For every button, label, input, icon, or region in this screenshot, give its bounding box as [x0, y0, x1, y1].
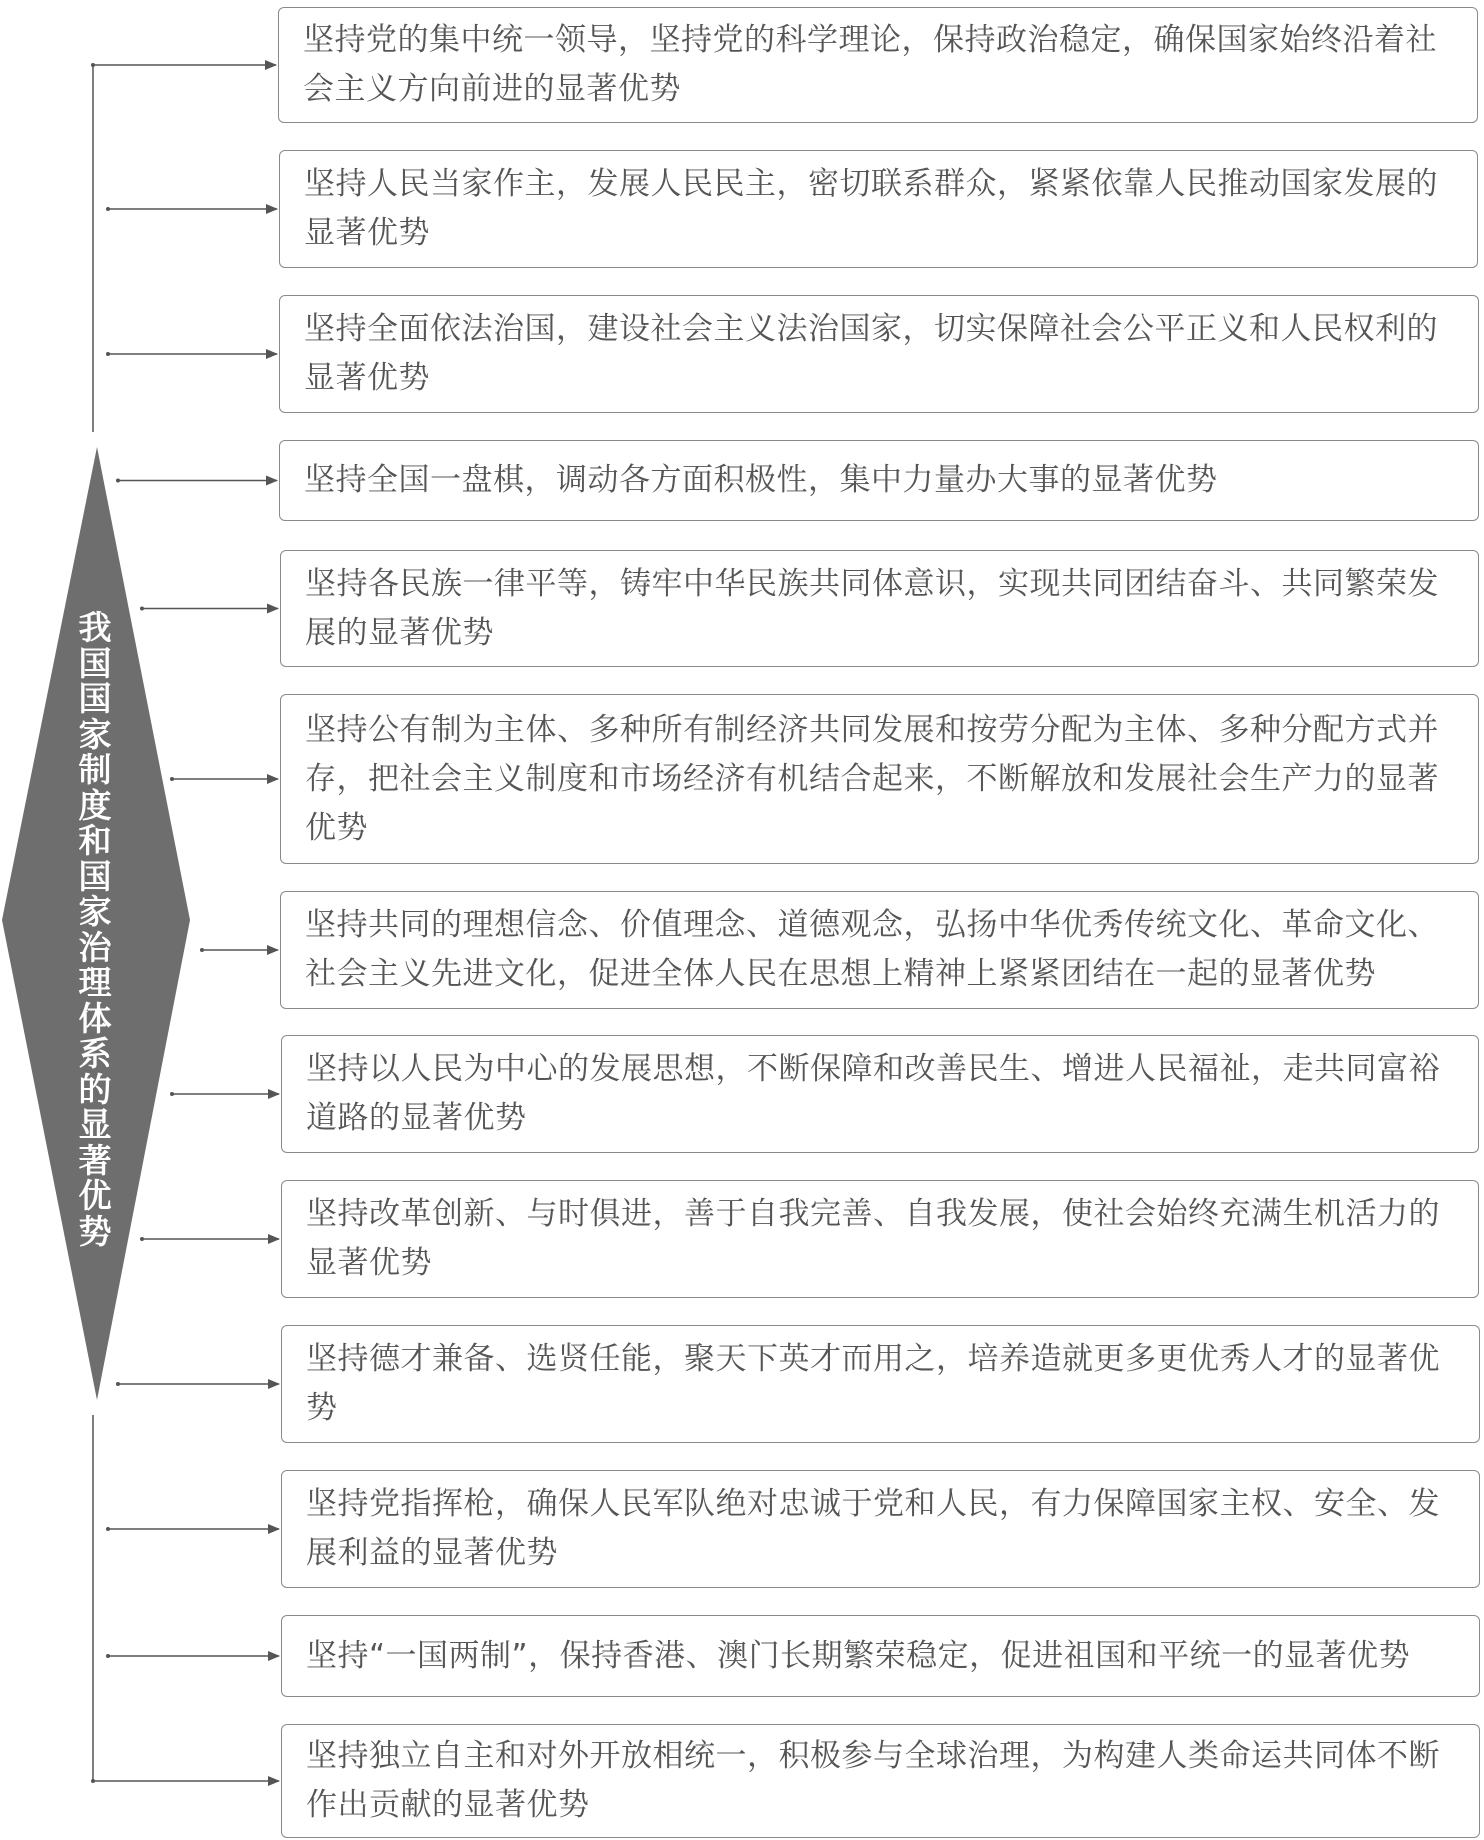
connector-dot	[116, 1382, 120, 1386]
advantage-box	[281, 1615, 1480, 1697]
advantage-text: 坚持德才兼备、选贤任能，聚天下英才而用之，培养造就更多更优秀人才的显著优势	[306, 1341, 1440, 1426]
advantage-box	[279, 440, 1479, 521]
connector-dot	[140, 1237, 144, 1241]
advantage-box	[281, 1724, 1480, 1838]
advantage-text: 坚持改革创新、与时俱进，善于自我完善、自我发展，使社会始终充满生机活力的显著优势	[306, 1196, 1440, 1281]
advantage-text: 坚持共同的理想信念、价值理念、道德观念，弘扬中华优秀传统文化、革命文化、社会主义先进文化，促进全体人民在思想上精神上紧紧团结在一起的显著优势	[305, 907, 1439, 992]
advantage-text: 坚持各民族一律平等，铸牢中华民族共同体意识，实现共同团结奋斗、共同繁荣发展的显著优势	[305, 565, 1439, 651]
advantage-text: 坚持“一国两制”，保持香港、澳门长期繁荣稳定，促进祖国和平统一的显著优势	[306, 1637, 1411, 1674]
advantage-box	[281, 1470, 1480, 1588]
connector-dot	[170, 1092, 174, 1096]
connector-dot	[106, 1654, 110, 1658]
advantage-box	[279, 295, 1479, 413]
advantage-box	[280, 694, 1479, 864]
connector-dot	[91, 1779, 95, 1783]
advantage-box	[281, 1180, 1479, 1298]
connector-dot	[170, 777, 174, 781]
center-title: 我国国家制度和国家治理体系的显著优势	[78, 608, 112, 1251]
advantage-box	[279, 150, 1478, 268]
advantage-text: 坚持全面依法治国，建设社会主义法治国家，切实保障社会公平正义和人民权利的显著优势	[304, 311, 1438, 396]
advantage-text: 坚持全国一盘棋，调动各方面积极性，集中力量办大事的显著优势	[304, 462, 1218, 498]
advantage-text: 坚持公有制为主体、多种所有制经济共同发展和按劳分配为主体、多种分配方式并存，把社会主义制度和市场经济有机结合起来，不断解放和发展社会生产力的显著优势	[305, 711, 1439, 846]
connector-dot	[106, 352, 110, 356]
connector-dot	[200, 948, 204, 952]
advantage-box	[280, 891, 1479, 1009]
connector-dot	[91, 63, 95, 67]
connector-dot	[140, 607, 144, 611]
connector-dot	[106, 207, 110, 211]
advantage-text: 坚持人民当家作主，发展人民民主，密切联系群众，紧紧依靠人民推动国家发展的显著优势	[304, 166, 1438, 251]
advantage-box	[278, 7, 1478, 123]
advantage-box	[281, 1035, 1479, 1153]
connector-dot	[116, 479, 120, 483]
advantage-text: 坚持党指挥枪，确保人民军队绝对忠诚于党和人民，有力保障国家主权、安全、发展利益的显著优势	[306, 1486, 1440, 1571]
connector-dot	[106, 1527, 110, 1531]
advantage-text: 坚持以人民为中心的发展思想，不断保障和改善民生、增进人民福祉，走共同富裕道路的显著优势	[306, 1051, 1440, 1136]
advantage-box	[280, 550, 1479, 667]
advantage-text: 坚持党的集中统一领导，坚持党的科学理论，保持政治稳定，确保国家始终沿着社会主义方向前进的显著优势	[303, 22, 1437, 107]
advantage-text: 坚持独立自主和对外开放相统一，积极参与全球治理，为构建人类命运共同体不断作出贡献的显著优势	[306, 1738, 1440, 1823]
advantage-box	[281, 1325, 1480, 1443]
